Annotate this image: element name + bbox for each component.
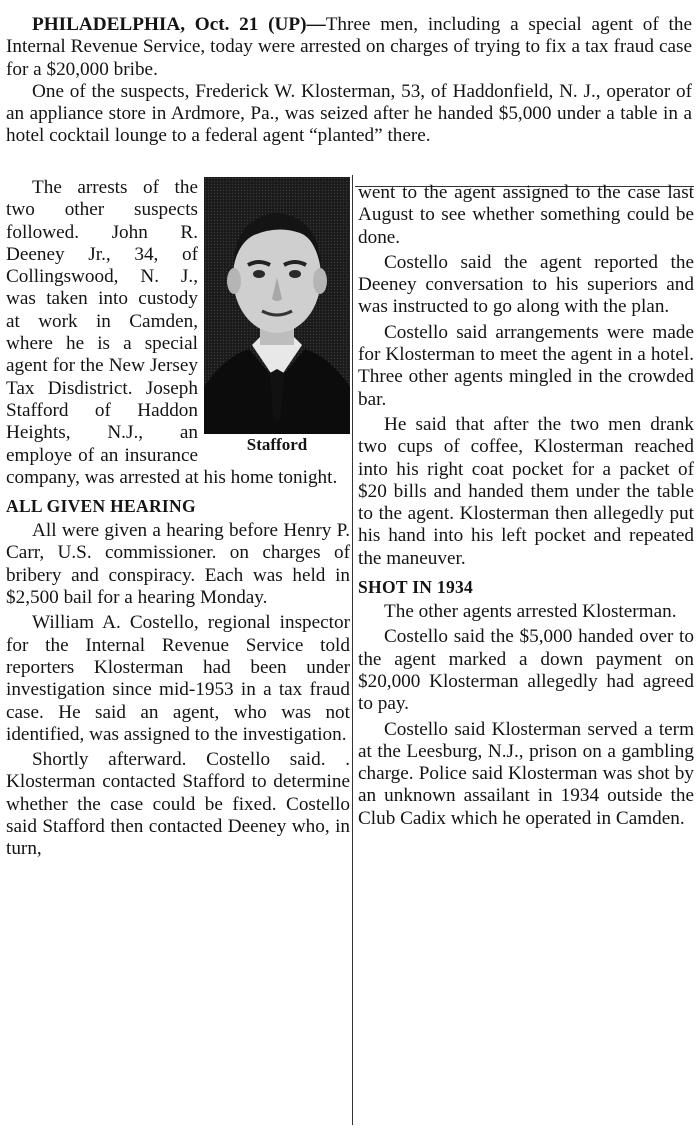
photo-block	[204, 177, 350, 456]
subhead-shot-in-1934: SHOT IN 1934	[358, 577, 474, 598]
subhead-all-given-hearing: ALL GIVEN HEARING	[6, 496, 196, 517]
right-paragraph-4: He said that after the two men drank two cups of coffee, Klosterman reached into his right coat pocket for a packet of $20 bills and handed them under the table to the agent. Klosterman then allegedly put his hand into his left pocket and repeated the maneuver.	[358, 413, 694, 569]
dateline: PHILADELPHIA, Oct. 21 (UP)—	[32, 14, 326, 35]
lede-text-1: Three men, including a special agent of the Internal Revenue Service, today were arrested on charges of trying to fix a tax fraud case for a $20,000 bribe.	[6, 14, 693, 80]
right-paragraph-2: Costello said the agent reported the Deeney conversation to his superiors and was instructed to go along with the plan.	[358, 251, 694, 318]
photo-caption: Stafford	[246, 435, 308, 454]
right-column	[358, 182, 694, 833]
left-column	[6, 177, 350, 864]
right-paragraph-7: Costello said Klosterman served a term at the Leesburg, N.J., prison on a gambling charge. Police said Klosterman was shot by an unknown assailant in 1934 outside the Club Cadix which he operated in Camden.	[358, 718, 694, 829]
left-paragraph-2: All were given a hearing before Henry P. Carr, U.S. commissioner. on charges of bribery and conspiracy. Each was held in $2,500 bail for a hearing Monday.	[6, 520, 350, 609]
lede-paragraph-1	[6, 14, 692, 81]
right-paragraph-1: went to the agent assigned to the case last August to see whether something could be done.	[358, 182, 694, 248]
right-paragraph-5: The other agents arrested Klosterman.	[384, 601, 677, 623]
lede-paragraph-2: One of the suspects, Frederick W. Klosterman, 53, of Haddonfield, N. J., operator of an appliance store in Ardmore, Pa., was seized after he handed $5,000 under a table in a hotel cocktail lounge to a federal agent “planted” there.	[6, 80, 692, 147]
left-paragraph-4: Shortly afterward. Costello said. . Klosterman contacted Stafford to determine whether the case could be fixed. Costello said Stafford then contacted Deeney who, in turn,	[6, 749, 350, 860]
right-paragraph-6: Costello said the $5,000 handed over to the agent marked a down payment on $20,000 Klosterman allegedly had agreed to pay.	[358, 626, 694, 715]
column-divider	[352, 175, 353, 1125]
lede-section	[6, 14, 692, 148]
right-paragraph-3: Costello said arrangements were made for Klosterman to meet the agent in a hotel. Three other agents mingled in the crowded bar.	[358, 321, 694, 410]
stafford-photo	[204, 177, 350, 434]
left-paragraph-3: William A. Costello, regional inspector for the Internal Revenue Service told reporters Klosterman had been under investigation since mid-1953 in a tax fraud case. He said an agent, who was not identified, was assigned to the investigation.	[6, 612, 350, 745]
left-paragraph-1: The arrests of the two other suspects followed. John R. Deeney Jr., 34, of Collingswood, N. J., was taken into custody at work in Camden, where he is a special agent for the New Jersey Tax Disdistrict. Joseph Stafford of Haddon Heights, N.J., an employe of an insurance company, was arrested at his home tonight.	[6, 177, 338, 488]
